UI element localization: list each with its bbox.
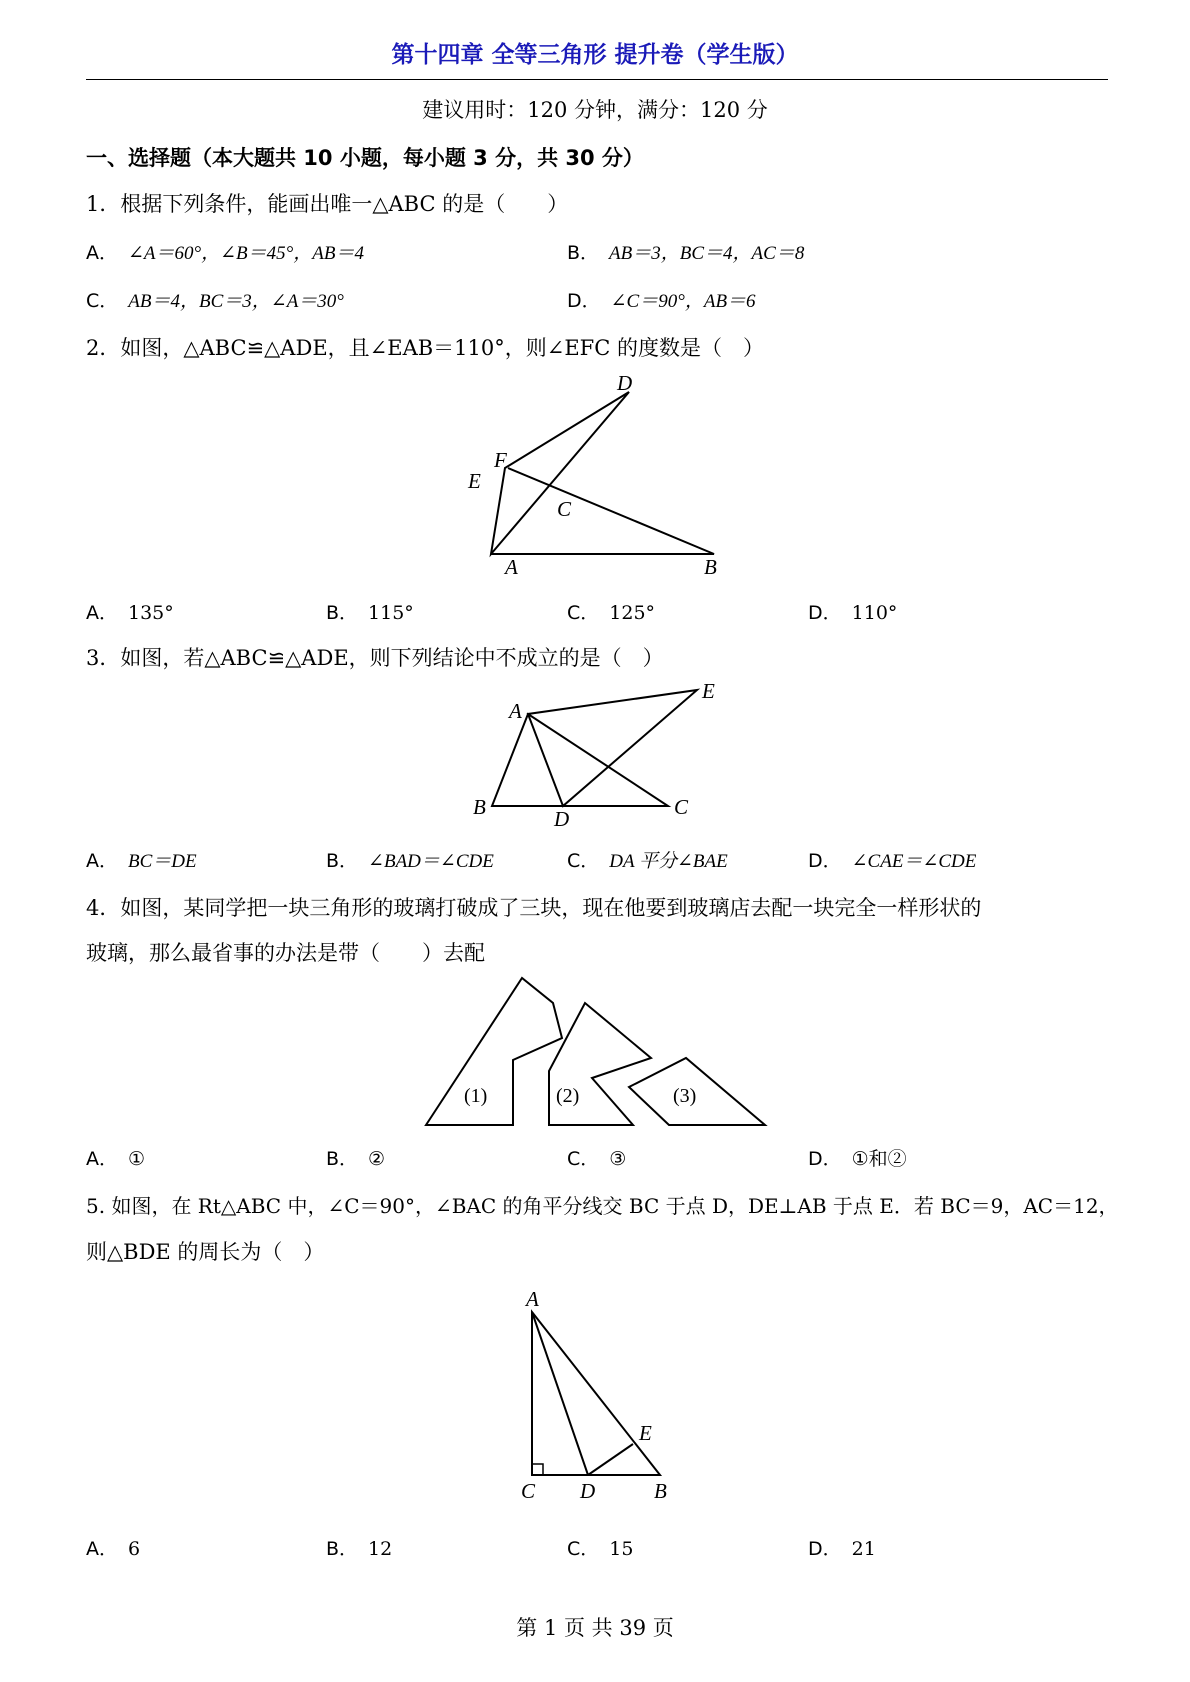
- option-letter: B．: [326, 850, 359, 872]
- option-text: ∠BAD＝∠CDE: [368, 851, 494, 872]
- option-letter: A．: [86, 242, 118, 264]
- option-text: ∠A＝60°，∠B＝45°，AB＝4: [128, 243, 364, 264]
- page-number: 第 1 页 共 39 页: [516, 1616, 674, 1640]
- label-piece-1: (1): [464, 1085, 488, 1107]
- label-a: A: [526, 1287, 539, 1311]
- q5-option-d: [808, 1534, 876, 1561]
- right-triangle-abc: [532, 1312, 660, 1475]
- option-text: 125°: [609, 602, 656, 624]
- option-letter: B．: [326, 1538, 359, 1560]
- option-text: 15: [609, 1538, 634, 1560]
- option-letter: C．: [86, 290, 119, 312]
- label-a: A: [509, 699, 522, 723]
- label-d: D: [554, 807, 570, 831]
- option-text: ∠C＝90°，AB＝6: [610, 291, 756, 312]
- label-e: E: [702, 679, 715, 703]
- angle-bisector-ad: [532, 1312, 588, 1475]
- label-piece-2: (2): [556, 1085, 580, 1107]
- option-letter: C．: [567, 1538, 600, 1560]
- q5-option-b: [326, 1534, 392, 1561]
- option-text: ②: [368, 1148, 386, 1170]
- question-5-stem-line1: 5. 如图，在 Rt△ABC 中，∠C＝90°，∠BAC 的角平分线交 BC 于点 D，DE⊥AB 于点 E．若 BC＝9，AC＝12，: [86, 1194, 1119, 1218]
- label-piece-3: (3): [673, 1085, 697, 1107]
- option-letter: B．: [326, 602, 359, 624]
- option-letter: C．: [567, 602, 600, 624]
- option-letter: D．: [808, 850, 842, 872]
- option-letter: D．: [808, 602, 842, 624]
- label-b: B: [654, 1479, 667, 1503]
- question-4-stem-line1: 4．如图，某同学把一块三角形的玻璃打破成了三块，现在他要到玻璃店去配一块完全一样形状的: [86, 896, 982, 920]
- option-text: ∠CAE＝∠CDE: [851, 851, 977, 872]
- option-letter: D．: [808, 1538, 842, 1560]
- option-letter: D．: [808, 1148, 842, 1170]
- label-c: C: [521, 1479, 536, 1503]
- option-text: 12: [368, 1538, 393, 1560]
- option-letter: A．: [86, 1538, 118, 1560]
- option-letter: A．: [86, 602, 118, 624]
- label-c: C: [557, 497, 572, 521]
- option-text: DA 平分∠BAE: [609, 851, 728, 872]
- option-text: ①: [128, 1148, 146, 1170]
- label-f: F: [494, 448, 507, 472]
- option-text: ③: [609, 1148, 627, 1170]
- label-a: A: [505, 555, 518, 579]
- label-e: E: [639, 1421, 652, 1445]
- option-letter: B．: [326, 1148, 359, 1170]
- label-e: E: [468, 469, 481, 493]
- label-d: D: [580, 1479, 596, 1503]
- question-3-stem: 3．如图，若△ABC≌△ADE，则下列结论中不成立的是（ ）: [86, 646, 664, 670]
- document-title: 第十四章 全等三角形 提升卷（学生版）: [391, 42, 799, 68]
- option-letter: C．: [567, 1148, 600, 1170]
- section-heading: 一、选择题（本大题共 10 小题，每小题 3 分，共 30 分）: [86, 146, 644, 170]
- question-4-stem-line2: 玻璃，那么最省事的办法是带（ ）去配: [86, 941, 485, 965]
- option-letter: D．: [567, 290, 601, 312]
- option-letter: B．: [567, 242, 600, 264]
- option-text: ①和②: [851, 1148, 907, 1170]
- label-b: B: [473, 795, 486, 819]
- option-letter: A．: [86, 850, 118, 872]
- option-text: 110°: [851, 602, 898, 624]
- label-d: D: [617, 371, 633, 395]
- label-b: B: [704, 555, 717, 579]
- option-text: AB＝3，BC＝4，AC＝8: [609, 243, 805, 264]
- option-letter: A．: [86, 1148, 118, 1170]
- label-c: C: [674, 795, 689, 819]
- option-text: 115°: [368, 602, 414, 624]
- question-1-stem: 1．根据下列条件，能画出唯一△ABC 的是（ ）: [86, 192, 569, 216]
- perpendicular-de: [588, 1444, 633, 1475]
- right-angle-mark: [532, 1464, 543, 1475]
- time-score-info: 建议用时：120 分钟，满分：120 分: [422, 98, 768, 122]
- question-5-stem-line2: 则△BDE 的周长为（ ）: [86, 1240, 325, 1264]
- option-text: 6: [128, 1538, 141, 1560]
- question-2-stem: 2．如图，△ABC≌△ADE，且∠EAB＝110°，则∠EFC 的度数是（ ）: [86, 336, 764, 360]
- option-text: 21: [851, 1538, 876, 1560]
- q5-option-c: [567, 1534, 633, 1561]
- q5-option-a: [86, 1534, 140, 1561]
- option-text: BC＝DE: [128, 851, 197, 872]
- option-text: AB＝4，BC＝3，∠A＝30°: [128, 291, 344, 312]
- option-letter: C．: [567, 850, 600, 872]
- option-text: 135°: [128, 602, 174, 624]
